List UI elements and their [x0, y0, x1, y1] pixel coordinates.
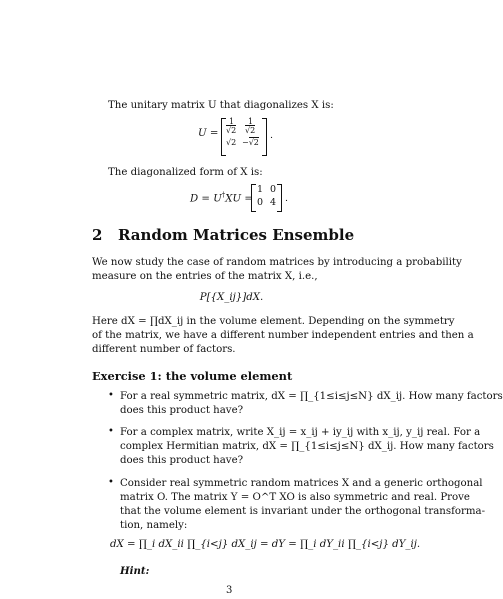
para2-line2: of the matrix, we have a different number independent entries and then a — [92, 330, 474, 341]
bullet-2-line2: complex Hermitian matrix, dX = ∏_{1≤i≤j≤N} dX_ij. How many factors — [120, 441, 494, 452]
bullet-2-marker: • — [108, 426, 114, 437]
section-number: 2 — [92, 226, 103, 244]
bullet-3-line4: tion, namely: — [120, 520, 188, 531]
diag-text: The diagonalized form of X is: — [108, 167, 263, 178]
page-number: 3 — [226, 585, 233, 596]
equation-P: P[{X_ij}]dX. — [199, 292, 264, 303]
equation-U: U = 1 √2 1 √2 √2 −√2 . — [198, 116, 278, 158]
bullet-1-line2: does this product have? — [120, 405, 244, 416]
bullet-3-line2: matrix O. The matrix Y = O^T XO is also symmetric and real. Prove — [120, 492, 470, 503]
bullet-2-line3: does this product have? — [120, 455, 244, 466]
bullet-3-line1: Consider real symmetric random matrices X and a generic orthogonal — [120, 478, 483, 489]
para2-line3: different number of factors. — [92, 344, 236, 355]
bullet-2-line1: For a complex matrix, write X_ij = x_ij + iy_ij with x_ij, y_ij real. For a — [120, 427, 481, 438]
bullet-1-marker: • — [108, 390, 114, 401]
para1-line2: measure on the entries of the matrix X, i.e., — [92, 271, 318, 282]
bullet-3-marker: • — [108, 477, 114, 488]
para2-line1: Here dX = ∏dX_ij in the volume element. Depending on the symmetry — [92, 316, 455, 327]
equation-D: D = U†XU = 1 0 0 4 . — [190, 182, 290, 214]
para1-line1: We now study the case of random matrices by introducing a probability — [92, 257, 462, 268]
bullet-3-line3: that the volume element is invariant under the orthogonal transforma- — [120, 506, 486, 517]
exercise-title: Exercise 1: the volume element — [92, 369, 293, 383]
section-title: Random Matrices Ensemble — [118, 226, 355, 244]
equation-volume: dX = ∏_i dX_ii ∏_{i<j} dX_ij = dY = ∏_i dY_ii ∏_{i<j} dY_ij. — [110, 539, 421, 550]
bullet-1-line1: For a real symmetric matrix, dX = ∏_{1≤i≤j≤N} dX_ij. How many factors — [120, 391, 503, 402]
intro-unitary-text: The unitary matrix U that diagonalizes X is: — [108, 100, 334, 111]
hint-label: Hint: — [120, 565, 150, 577]
